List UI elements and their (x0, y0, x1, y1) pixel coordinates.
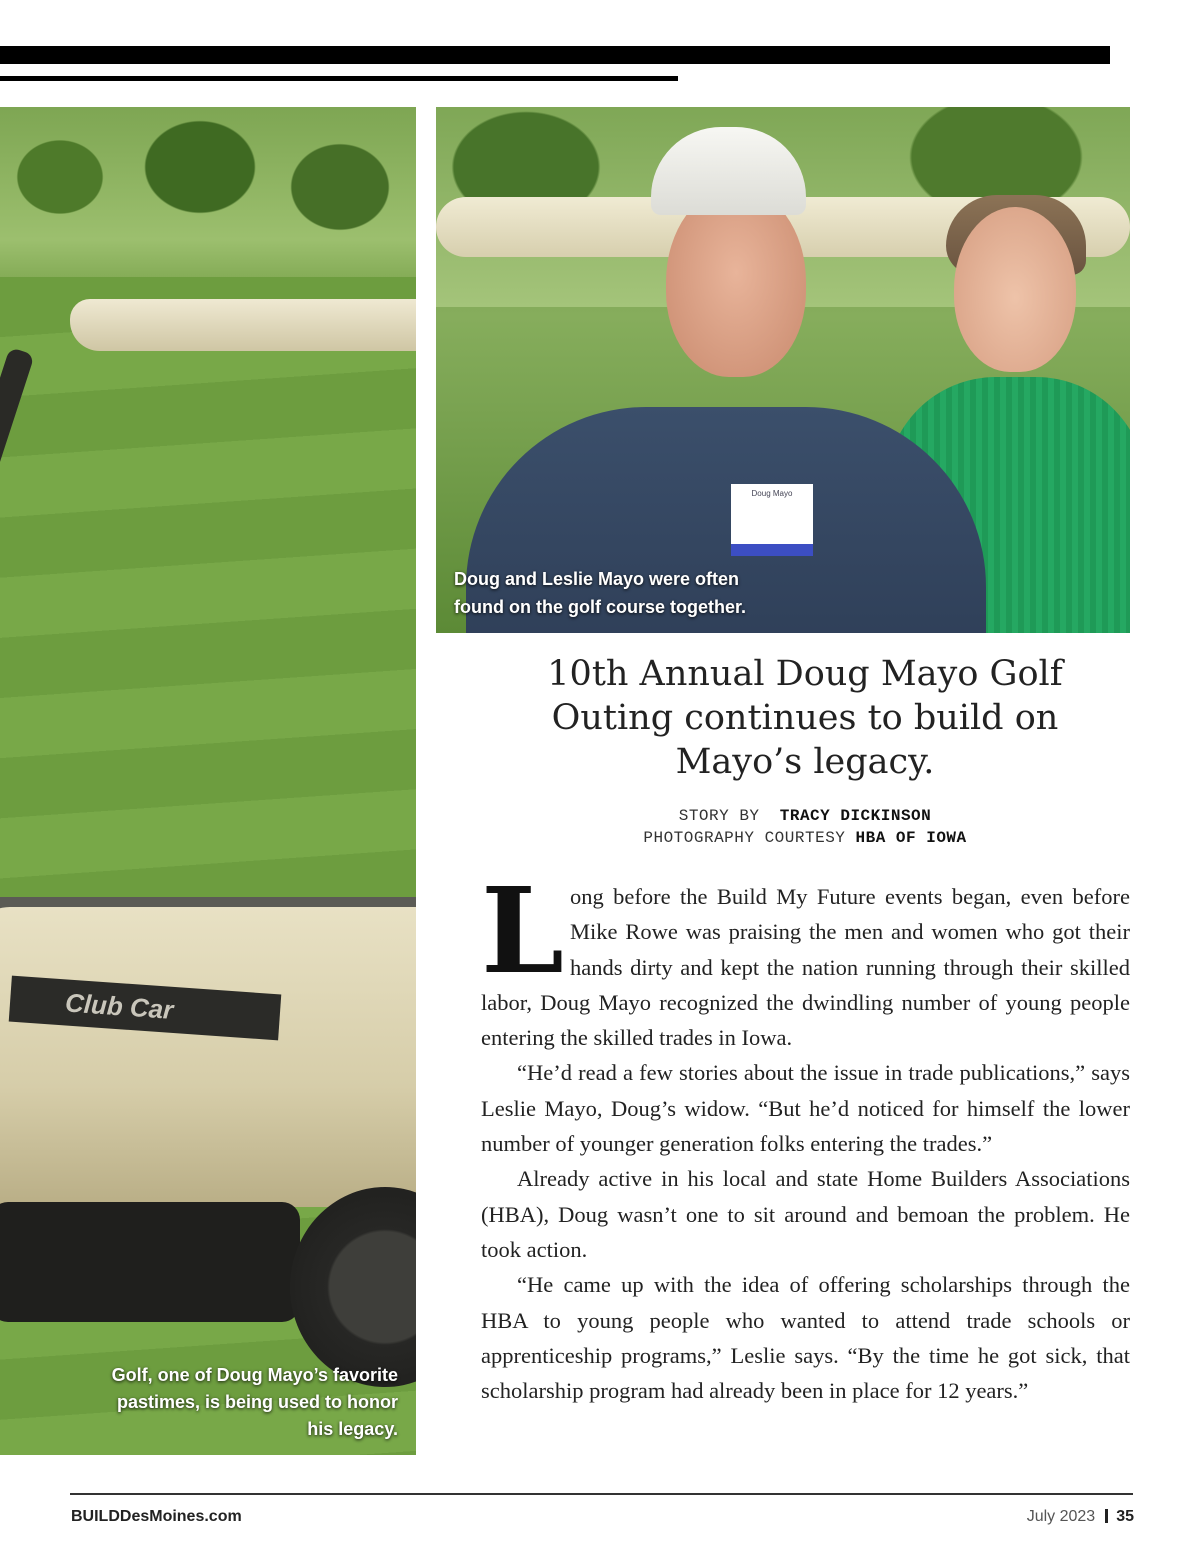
footer-separator (1105, 1509, 1108, 1523)
footer-issue: July 2023 (1026, 1508, 1096, 1525)
paragraph-text: ong before the Build My Future events began, even before Mike Rowe was praising the men and women who got their hands dirty and kept the nation running through their skilled labor, Doug Mayo recognized the dwindling number of young people entering the skilled trades in Iowa. (481, 884, 1130, 1051)
article-paragraph: “He’d read a few stories about the issue in trade publications,” says Leslie Mayo, Doug’s widow. “But he’d noticed for himself the lower number of younger generation folks entering the trades.” (481, 1060, 1130, 1157)
article-paragraph: Already active in his local and state Home Builders Associations (HBA), Doug wasn’t one to sit around and bemoan the problem. He took action. (481, 1166, 1130, 1262)
drop-cap: L (481, 861, 564, 1000)
article-paragraph: “He came up with the idea of offering scholarships through the HBA to young people who wanted to attend trade schools or apprenticeship programs,” Leslie says. “By the time he got sick, that scholarship program had already been in place for 12 years.” (481, 1272, 1130, 1404)
doug-face (666, 187, 806, 377)
leslie-face (954, 207, 1076, 372)
footer-issue-page (1027, 1508, 1134, 1526)
article-paragraph (481, 861, 1130, 1055)
header-rule-thin (0, 76, 678, 81)
article-body (481, 861, 1130, 1408)
photo-credit (480, 827, 1130, 849)
club-car-badge: Club Car (9, 976, 282, 1041)
page-number: 35 (1116, 1508, 1134, 1525)
story-label: STORY BY (678, 807, 760, 825)
photo-trees (0, 107, 416, 297)
top-photo-caption: Doug and Leslie Mayo were often found on the golf course together. (454, 569, 746, 617)
photo-credit-name: HBA OF IOWA (855, 829, 967, 847)
cart-body (0, 907, 416, 1207)
story-author: TRACY DICKINSON (779, 807, 932, 825)
couple-photo (436, 107, 1130, 633)
footer-site: BUILDDesMoines.com (71, 1508, 242, 1525)
name-tag: Doug Mayo (731, 484, 813, 556)
left-photo-caption: Golf, one of Doug Mayo’s favorite pastimes, is being used to honor his legacy. (111, 1365, 398, 1439)
byline (480, 805, 1130, 849)
footer-rule (70, 1493, 1133, 1495)
cart-bumper (0, 1202, 300, 1322)
header-rule-thick (0, 46, 1110, 64)
story-credit (480, 805, 1130, 827)
golf-cart-photo (0, 107, 416, 1455)
photo-label: PHOTOGRAPHY COURTESY (643, 829, 846, 847)
article-headline: 10th Annual Doug Mayo Golf Outing continues to build on Mayo’s legacy. (547, 654, 1063, 782)
cart-roof (70, 299, 416, 351)
